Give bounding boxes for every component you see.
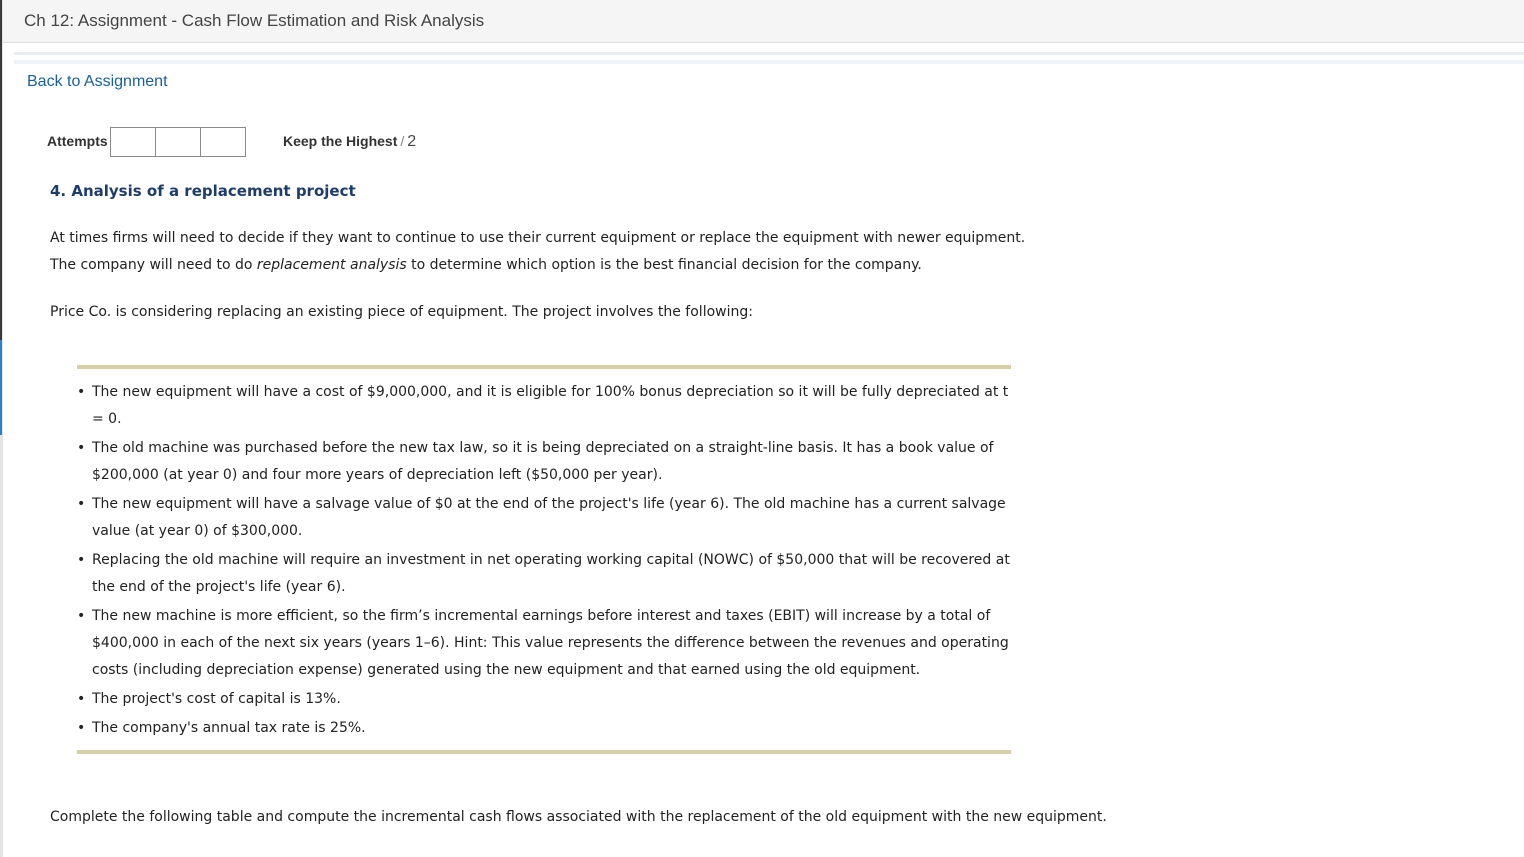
instruction-paragraph: Complete the following table and compute the incremental cash flows associated with the replacement of the old equipment with the new equipment. [50, 809, 1107, 825]
question-title: 4. Analysis of a replacement project [50, 182, 356, 200]
intro-text-1: At times firms will need to decide if they want to continue to use their current equipment or replace the equipment with newer equipment. The company will need to do [50, 230, 1026, 273]
keep-highest-label: Keep the Highest [283, 133, 398, 149]
intro-text-2: to determine which option is the best financial decision for the company. [406, 257, 922, 273]
setup-paragraph: Price Co. is considering replacing an existing piece of equipment. The project involves the following: [50, 304, 753, 320]
list-item: • The project's cost of capital is 13%. [77, 686, 1011, 713]
attempts-label: Attempts [47, 133, 108, 149]
list-item: • The new equipment will have a salvage value of $0 at the end of the project's life (year 6). The old machine has a current salvage value (at year 0) of $300,000. [77, 491, 1011, 545]
intro-emphasis: replacement analysis [256, 257, 407, 273]
list-item: • The new equipment will have a cost of $9,000,000, and it is eligible for 100% bonus depreciation so it will be fully depreciated at t = 0. [77, 379, 1011, 433]
intro-paragraph [50, 225, 1040, 279]
attempt-box [201, 127, 246, 157]
attempts-indicator [110, 127, 246, 157]
window-left-edge-accent [0, 340, 2, 435]
facts-top-rule [77, 365, 1011, 369]
keep-highest-separator: / [400, 133, 405, 149]
keep-highest-score [283, 133, 416, 151]
header-divider [14, 52, 1524, 55]
attempt-box [156, 127, 201, 157]
back-to-assignment-link[interactable]: Back to Assignment [27, 73, 168, 90]
window-left-edge-dark [0, 0, 2, 340]
list-item: • The new machine is more efficient, so the firm’s incremental earnings before interest and taxes (EBIT) will increase by a total of $400,000 in each of the next six years (years 1–6). Hint: This value represents the difference between the revenues and operating costs (including depreciation expense) generated using the new equipment and that earned using the old equipment. [77, 603, 1011, 684]
header-divider-light [14, 60, 1524, 64]
facts-bottom-rule [77, 750, 1011, 754]
page-title: Ch 12: Assignment - Cash Flow Estimation and Risk Analysis [24, 11, 485, 30]
attempt-box [110, 127, 156, 157]
list-item: • The company's annual tax rate is 25%. [77, 715, 1011, 742]
max-score: 2 [407, 133, 417, 150]
project-facts-list [77, 379, 1011, 744]
list-item: • Replacing the old machine will require an investment in net operating working capital (NOWC) of $50,000 that will be recovered at the end of the project's life (year 6). [77, 547, 1011, 601]
list-item: • The old machine was purchased before the new tax law, so it is being depreciated on a straight-line basis. It has a book value of $200,000 (at year 0) and four more years of depreciation left ($50,000 per year). [77, 435, 1011, 489]
title-bar [3, 0, 1524, 43]
